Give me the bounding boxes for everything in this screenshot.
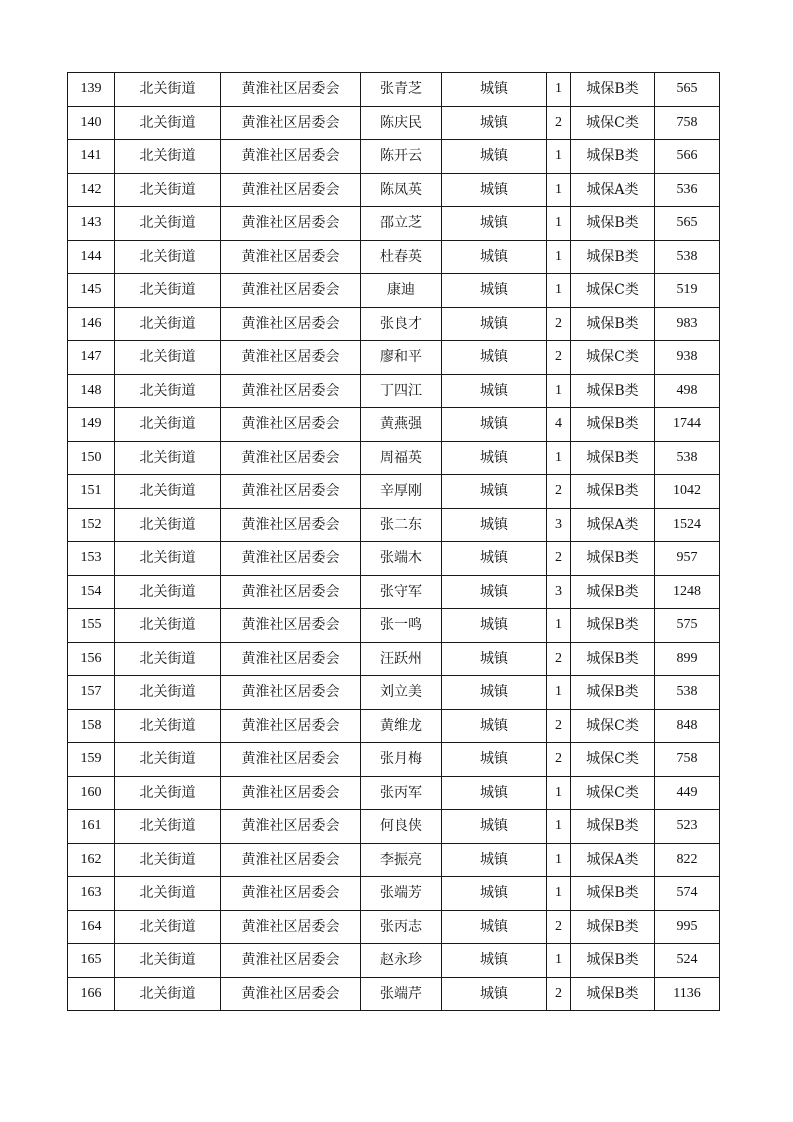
area-type-cell: 城镇 <box>442 877 547 911</box>
committee-cell: 黄淮社区居委会 <box>221 977 361 1011</box>
household-count-cell: 1 <box>547 173 571 207</box>
household-count-cell: 1 <box>547 240 571 274</box>
household-count-cell: 1 <box>547 776 571 810</box>
amount-cell: 575 <box>655 609 720 643</box>
committee-cell: 黄淮社区居委会 <box>221 642 361 676</box>
street-cell: 北关街道 <box>115 441 221 475</box>
row-number-cell: 144 <box>68 240 115 274</box>
committee-cell: 黄淮社区居委会 <box>221 776 361 810</box>
committee-cell: 黄淮社区居委会 <box>221 73 361 107</box>
name-cell: 丁四江 <box>361 374 442 408</box>
name-cell: 黄燕强 <box>361 408 442 442</box>
street-cell: 北关街道 <box>115 408 221 442</box>
name-cell: 汪跃州 <box>361 642 442 676</box>
table-row <box>68 140 720 174</box>
table-row <box>68 475 720 509</box>
name-cell: 张良才 <box>361 307 442 341</box>
street-cell: 北关街道 <box>115 73 221 107</box>
area-type-cell: 城镇 <box>442 743 547 777</box>
category-cell: 城保B类 <box>571 408 655 442</box>
row-number-cell: 148 <box>68 374 115 408</box>
area-type-cell: 城镇 <box>442 676 547 710</box>
committee-cell: 黄淮社区居委会 <box>221 542 361 576</box>
name-cell: 杜春英 <box>361 240 442 274</box>
table-row <box>68 743 720 777</box>
household-count-cell: 1 <box>547 944 571 978</box>
area-type-cell: 城镇 <box>442 207 547 241</box>
household-count-cell: 1 <box>547 441 571 475</box>
street-cell: 北关街道 <box>115 977 221 1011</box>
area-type-cell: 城镇 <box>442 609 547 643</box>
table-row <box>68 575 720 609</box>
committee-cell: 黄淮社区居委会 <box>221 173 361 207</box>
street-cell: 北关街道 <box>115 910 221 944</box>
area-type-cell: 城镇 <box>442 642 547 676</box>
row-number-cell: 161 <box>68 810 115 844</box>
street-cell: 北关街道 <box>115 106 221 140</box>
row-number-cell: 147 <box>68 341 115 375</box>
row-number-cell: 166 <box>68 977 115 1011</box>
row-number-cell: 159 <box>68 743 115 777</box>
area-type-cell: 城镇 <box>442 475 547 509</box>
row-number-cell: 152 <box>68 508 115 542</box>
category-cell: 城保A类 <box>571 173 655 207</box>
committee-cell: 黄淮社区居委会 <box>221 441 361 475</box>
name-cell: 张端芳 <box>361 877 442 911</box>
street-cell: 北关街道 <box>115 642 221 676</box>
committee-cell: 黄淮社区居委会 <box>221 843 361 877</box>
category-cell: 城保B类 <box>571 307 655 341</box>
committee-cell: 黄淮社区居委会 <box>221 374 361 408</box>
amount-cell: 565 <box>655 207 720 241</box>
name-cell: 陈庆民 <box>361 106 442 140</box>
row-number-cell: 158 <box>68 709 115 743</box>
committee-cell: 黄淮社区居委会 <box>221 341 361 375</box>
name-cell: 周福英 <box>361 441 442 475</box>
table-row <box>68 374 720 408</box>
committee-cell: 黄淮社区居委会 <box>221 575 361 609</box>
committee-cell: 黄淮社区居委会 <box>221 709 361 743</box>
area-type-cell: 城镇 <box>442 910 547 944</box>
name-cell: 邵立芝 <box>361 207 442 241</box>
category-cell: 城保B类 <box>571 374 655 408</box>
street-cell: 北关街道 <box>115 274 221 308</box>
amount-cell: 524 <box>655 944 720 978</box>
name-cell: 李振亮 <box>361 843 442 877</box>
row-number-cell: 146 <box>68 307 115 341</box>
row-number-cell: 151 <box>68 475 115 509</box>
name-cell: 张月梅 <box>361 743 442 777</box>
category-cell: 城保A类 <box>571 508 655 542</box>
table-row <box>68 441 720 475</box>
category-cell: 城保C类 <box>571 743 655 777</box>
amount-cell: 957 <box>655 542 720 576</box>
household-count-cell: 4 <box>547 408 571 442</box>
committee-cell: 黄淮社区居委会 <box>221 207 361 241</box>
name-cell: 黄维龙 <box>361 709 442 743</box>
amount-cell: 565 <box>655 73 720 107</box>
area-type-cell: 城镇 <box>442 140 547 174</box>
area-type-cell: 城镇 <box>442 106 547 140</box>
name-cell: 赵永珍 <box>361 944 442 978</box>
amount-cell: 995 <box>655 910 720 944</box>
area-type-cell: 城镇 <box>442 575 547 609</box>
category-cell: 城保B类 <box>571 542 655 576</box>
area-type-cell: 城镇 <box>442 274 547 308</box>
table-row <box>68 676 720 710</box>
category-cell: 城保C类 <box>571 106 655 140</box>
table-row <box>68 508 720 542</box>
street-cell: 北关街道 <box>115 843 221 877</box>
street-cell: 北关街道 <box>115 776 221 810</box>
household-count-cell: 1 <box>547 140 571 174</box>
row-number-cell: 150 <box>68 441 115 475</box>
table-row <box>68 240 720 274</box>
area-type-cell: 城镇 <box>442 709 547 743</box>
row-number-cell: 165 <box>68 944 115 978</box>
name-cell: 陈凤英 <box>361 173 442 207</box>
category-cell: 城保C类 <box>571 709 655 743</box>
name-cell: 张端芹 <box>361 977 442 1011</box>
street-cell: 北关街道 <box>115 508 221 542</box>
table-row <box>68 843 720 877</box>
amount-cell: 983 <box>655 307 720 341</box>
committee-cell: 黄淮社区居委会 <box>221 609 361 643</box>
category-cell: 城保C类 <box>571 274 655 308</box>
household-count-cell: 1 <box>547 609 571 643</box>
row-number-cell: 162 <box>68 843 115 877</box>
household-count-cell: 1 <box>547 843 571 877</box>
household-count-cell: 2 <box>547 341 571 375</box>
committee-cell: 黄淮社区居委会 <box>221 274 361 308</box>
amount-cell: 758 <box>655 743 720 777</box>
category-cell: 城保B类 <box>571 877 655 911</box>
area-type-cell: 城镇 <box>442 408 547 442</box>
category-cell: 城保B类 <box>571 575 655 609</box>
category-cell: 城保B类 <box>571 73 655 107</box>
category-cell: 城保B类 <box>571 609 655 643</box>
amount-cell: 1042 <box>655 475 720 509</box>
amount-cell: 1248 <box>655 575 720 609</box>
name-cell: 廖和平 <box>361 341 442 375</box>
table-row <box>68 274 720 308</box>
household-count-cell: 2 <box>547 307 571 341</box>
table-row <box>68 877 720 911</box>
row-number-cell: 140 <box>68 106 115 140</box>
amount-cell: 538 <box>655 676 720 710</box>
table-row <box>68 173 720 207</box>
committee-cell: 黄淮社区居委会 <box>221 944 361 978</box>
name-cell: 辛厚刚 <box>361 475 442 509</box>
table-row <box>68 609 720 643</box>
household-count-cell: 1 <box>547 810 571 844</box>
table-row <box>68 207 720 241</box>
category-cell: 城保B类 <box>571 642 655 676</box>
name-cell: 张守军 <box>361 575 442 609</box>
area-type-cell: 城镇 <box>442 843 547 877</box>
category-cell: 城保A类 <box>571 843 655 877</box>
amount-cell: 538 <box>655 441 720 475</box>
street-cell: 北关街道 <box>115 475 221 509</box>
row-number-cell: 141 <box>68 140 115 174</box>
name-cell: 张一鸣 <box>361 609 442 643</box>
name-cell: 张青芝 <box>361 73 442 107</box>
household-count-cell: 1 <box>547 374 571 408</box>
name-cell: 陈开云 <box>361 140 442 174</box>
household-count-cell: 2 <box>547 709 571 743</box>
amount-cell: 899 <box>655 642 720 676</box>
table-row <box>68 542 720 576</box>
table-row <box>68 307 720 341</box>
street-cell: 北关街道 <box>115 810 221 844</box>
area-type-cell: 城镇 <box>442 542 547 576</box>
row-number-cell: 154 <box>68 575 115 609</box>
street-cell: 北关街道 <box>115 676 221 710</box>
committee-cell: 黄淮社区居委会 <box>221 810 361 844</box>
table-row <box>68 776 720 810</box>
street-cell: 北关街道 <box>115 542 221 576</box>
street-cell: 北关街道 <box>115 240 221 274</box>
table-row <box>68 709 720 743</box>
amount-cell: 449 <box>655 776 720 810</box>
committee-cell: 黄淮社区居委会 <box>221 743 361 777</box>
household-count-cell: 1 <box>547 676 571 710</box>
committee-cell: 黄淮社区居委会 <box>221 240 361 274</box>
row-number-cell: 142 <box>68 173 115 207</box>
street-cell: 北关街道 <box>115 877 221 911</box>
committee-cell: 黄淮社区居委会 <box>221 910 361 944</box>
committee-cell: 黄淮社区居委会 <box>221 140 361 174</box>
committee-cell: 黄淮社区居委会 <box>221 106 361 140</box>
row-number-cell: 163 <box>68 877 115 911</box>
amount-cell: 1744 <box>655 408 720 442</box>
area-type-cell: 城镇 <box>442 776 547 810</box>
table-row <box>68 642 720 676</box>
name-cell: 刘立美 <box>361 676 442 710</box>
row-number-cell: 153 <box>68 542 115 576</box>
area-type-cell: 城镇 <box>442 240 547 274</box>
table-row <box>68 341 720 375</box>
category-cell: 城保B类 <box>571 140 655 174</box>
area-type-cell: 城镇 <box>442 810 547 844</box>
category-cell: 城保B类 <box>571 810 655 844</box>
household-count-cell: 2 <box>547 642 571 676</box>
street-cell: 北关街道 <box>115 341 221 375</box>
category-cell: 城保B类 <box>571 910 655 944</box>
table-row <box>68 910 720 944</box>
category-cell: 城保B类 <box>571 475 655 509</box>
household-count-cell: 1 <box>547 274 571 308</box>
row-number-cell: 164 <box>68 910 115 944</box>
committee-cell: 黄淮社区居委会 <box>221 877 361 911</box>
name-cell: 何良侠 <box>361 810 442 844</box>
row-number-cell: 155 <box>68 609 115 643</box>
category-cell: 城保B类 <box>571 944 655 978</box>
area-type-cell: 城镇 <box>442 73 547 107</box>
amount-cell: 566 <box>655 140 720 174</box>
table-row <box>68 408 720 442</box>
committee-cell: 黄淮社区居委会 <box>221 508 361 542</box>
amount-cell: 538 <box>655 240 720 274</box>
household-count-cell: 1 <box>547 73 571 107</box>
table-row <box>68 977 720 1011</box>
category-cell: 城保B类 <box>571 977 655 1011</box>
street-cell: 北关街道 <box>115 307 221 341</box>
amount-cell: 574 <box>655 877 720 911</box>
committee-cell: 黄淮社区居委会 <box>221 475 361 509</box>
household-count-cell: 1 <box>547 207 571 241</box>
row-number-cell: 160 <box>68 776 115 810</box>
household-count-cell: 2 <box>547 910 571 944</box>
street-cell: 北关街道 <box>115 743 221 777</box>
name-cell: 康迪 <box>361 274 442 308</box>
amount-cell: 1136 <box>655 977 720 1011</box>
category-cell: 城保B类 <box>571 676 655 710</box>
area-type-cell: 城镇 <box>442 944 547 978</box>
committee-cell: 黄淮社区居委会 <box>221 408 361 442</box>
row-number-cell: 139 <box>68 73 115 107</box>
household-count-cell: 3 <box>547 575 571 609</box>
street-cell: 北关街道 <box>115 173 221 207</box>
household-count-cell: 2 <box>547 542 571 576</box>
amount-cell: 822 <box>655 843 720 877</box>
table-row <box>68 944 720 978</box>
amount-cell: 1524 <box>655 508 720 542</box>
amount-cell: 498 <box>655 374 720 408</box>
household-count-cell: 2 <box>547 475 571 509</box>
household-count-cell: 2 <box>547 743 571 777</box>
amount-cell: 848 <box>655 709 720 743</box>
amount-cell: 536 <box>655 173 720 207</box>
street-cell: 北关街道 <box>115 709 221 743</box>
household-count-cell: 1 <box>547 877 571 911</box>
category-cell: 城保B类 <box>571 441 655 475</box>
street-cell: 北关街道 <box>115 944 221 978</box>
amount-cell: 519 <box>655 274 720 308</box>
row-number-cell: 157 <box>68 676 115 710</box>
table-body <box>68 73 720 1011</box>
committee-cell: 黄淮社区居委会 <box>221 307 361 341</box>
name-cell: 张二东 <box>361 508 442 542</box>
household-count-cell: 2 <box>547 977 571 1011</box>
household-count-cell: 3 <box>547 508 571 542</box>
area-type-cell: 城镇 <box>442 977 547 1011</box>
area-type-cell: 城镇 <box>442 307 547 341</box>
name-cell: 张端木 <box>361 542 442 576</box>
amount-cell: 758 <box>655 106 720 140</box>
amount-cell: 938 <box>655 341 720 375</box>
committee-cell: 黄淮社区居委会 <box>221 676 361 710</box>
area-type-cell: 城镇 <box>442 374 547 408</box>
street-cell: 北关街道 <box>115 575 221 609</box>
name-cell: 张丙军 <box>361 776 442 810</box>
category-cell: 城保B类 <box>571 240 655 274</box>
area-type-cell: 城镇 <box>442 441 547 475</box>
subsidy-roster-table <box>67 72 720 1011</box>
category-cell: 城保C类 <box>571 776 655 810</box>
category-cell: 城保B类 <box>571 207 655 241</box>
row-number-cell: 149 <box>68 408 115 442</box>
street-cell: 北关街道 <box>115 207 221 241</box>
street-cell: 北关街道 <box>115 609 221 643</box>
name-cell: 张丙志 <box>361 910 442 944</box>
row-number-cell: 156 <box>68 642 115 676</box>
table-row <box>68 73 720 107</box>
area-type-cell: 城镇 <box>442 341 547 375</box>
category-cell: 城保C类 <box>571 341 655 375</box>
table-row <box>68 106 720 140</box>
row-number-cell: 145 <box>68 274 115 308</box>
area-type-cell: 城镇 <box>442 508 547 542</box>
street-cell: 北关街道 <box>115 140 221 174</box>
street-cell: 北关街道 <box>115 374 221 408</box>
row-number-cell: 143 <box>68 207 115 241</box>
table-row <box>68 810 720 844</box>
amount-cell: 523 <box>655 810 720 844</box>
area-type-cell: 城镇 <box>442 173 547 207</box>
household-count-cell: 2 <box>547 106 571 140</box>
